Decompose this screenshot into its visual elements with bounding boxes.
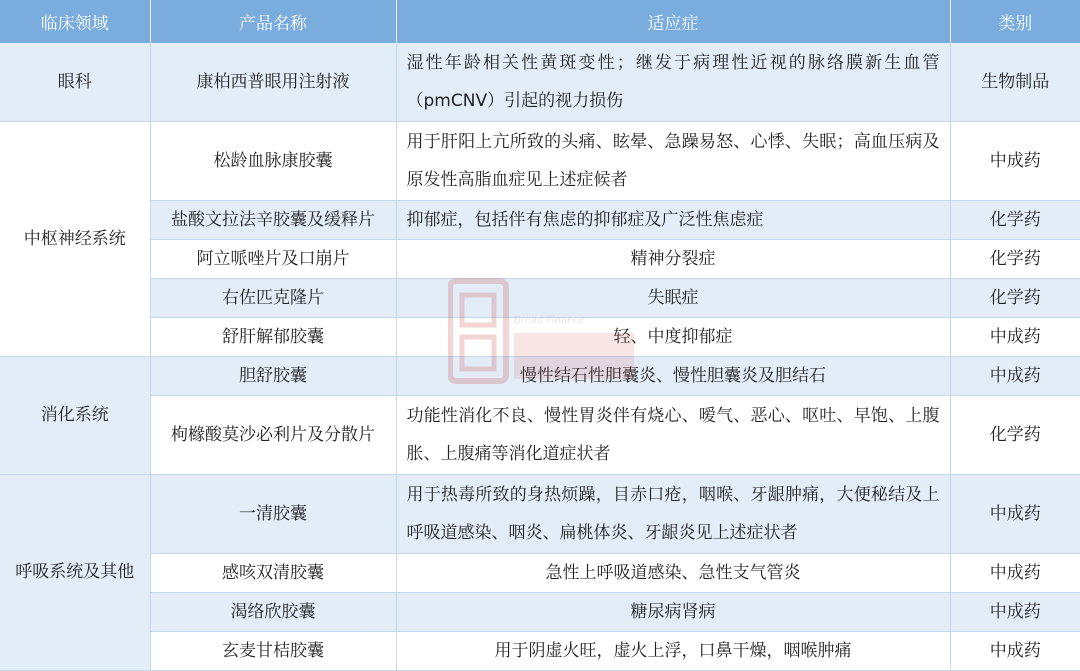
table-row [0, 122, 1080, 201]
category-cell: 化学药 [950, 240, 1080, 279]
table-row [0, 396, 1080, 475]
category-cell: 中成药 [950, 357, 1080, 396]
indication-cell: 精神分裂症 [396, 240, 950, 279]
table-row [0, 240, 1080, 279]
product-cell: 枸橼酸莫沙必利片及分散片 [150, 396, 396, 475]
category-cell: 中成药 [950, 593, 1080, 632]
indication-cell: 急性上呼吸道感染、急性支气管炎 [396, 554, 950, 593]
indication-cell: 用于肝阳上亢所致的头痛、眩晕、急躁易怒、心悸、失眠；高血压病及原发性高脂血症见上述症候者 [396, 122, 950, 201]
category-cell: 中成药 [950, 475, 1080, 554]
product-cell: 阿立哌唑片及口崩片 [150, 240, 396, 279]
table-row [0, 357, 1080, 396]
header-indication: 适应症 [396, 0, 950, 43]
table-row [0, 43, 1080, 122]
product-cell: 右佐匹克隆片 [150, 279, 396, 318]
product-cell: 渴络欣胶囊 [150, 593, 396, 632]
table-row [0, 593, 1080, 632]
category-cell: 生物制品 [950, 43, 1080, 122]
indication-cell: 慢性结石性胆囊炎、慢性胆囊炎及胆结石 [396, 357, 950, 396]
watermark-text: Bread Finance [514, 315, 585, 326]
table-row [0, 201, 1080, 240]
table-header-row [0, 0, 1080, 43]
table-row [0, 279, 1080, 318]
category-cell: 化学药 [950, 201, 1080, 240]
category-cell: 中成药 [950, 318, 1080, 357]
category-cell: 化学药 [950, 279, 1080, 318]
area-cell: 中枢神经系统 [0, 122, 150, 357]
product-cell: 松龄血脉康胶囊 [150, 122, 396, 201]
indication-cell: 用于阴虚火旺，虚火上浮，口鼻干燥，咽喉肿痛 [396, 632, 950, 671]
indication-cell: 用于热毒所致的身热烦躁，目赤口疮，咽喉、牙龈肿痛，大便秘结及上呼吸道感染、咽炎、扁桃体炎、牙龈炎见上述症状者 [396, 475, 950, 554]
table-row [0, 475, 1080, 554]
table-row [0, 318, 1080, 357]
category-cell: 中成药 [950, 554, 1080, 593]
header-area: 临床领域 [0, 0, 150, 43]
indication-cell: 轻、中度抑郁症 [396, 318, 950, 357]
product-cell: 一清胶囊 [150, 475, 396, 554]
header-product: 产品名称 [150, 0, 396, 43]
product-cell: 胆舒胶囊 [150, 357, 396, 396]
table-row [0, 554, 1080, 593]
area-cell: 呼吸系统及其他 [0, 475, 150, 671]
indication-cell: 抑郁症，包括伴有焦虑的抑郁症及广泛性焦虑症 [396, 201, 950, 240]
product-cell: 感咳双清胶囊 [150, 554, 396, 593]
indication-cell: 失眠症 [396, 279, 950, 318]
category-cell: 中成药 [950, 122, 1080, 201]
table-row [0, 632, 1080, 671]
product-cell: 康柏西普眼用注射液 [150, 43, 396, 122]
category-cell: 化学药 [950, 396, 1080, 475]
header-category: 类别 [950, 0, 1080, 43]
indication-cell: 功能性消化不良、慢性胃炎伴有烧心、嗳气、恶心、呕吐、早饱、上腹胀、上腹痛等消化道症状者 [396, 396, 950, 475]
product-cell: 玄麦甘桔胶囊 [150, 632, 396, 671]
area-cell: 眼科 [0, 43, 150, 122]
indication-cell: 糖尿病肾病 [396, 593, 950, 632]
category-cell: 中成药 [950, 632, 1080, 671]
product-cell: 盐酸文拉法辛胶囊及缓释片 [150, 201, 396, 240]
indication-cell: 湿性年龄相关性黄斑变性；继发于病理性近视的脉络膜新生血管（pmCNV）引起的视力损伤 [396, 43, 950, 122]
area-cell: 消化系统 [0, 357, 150, 475]
product-cell: 舒肝解郁胶囊 [150, 318, 396, 357]
